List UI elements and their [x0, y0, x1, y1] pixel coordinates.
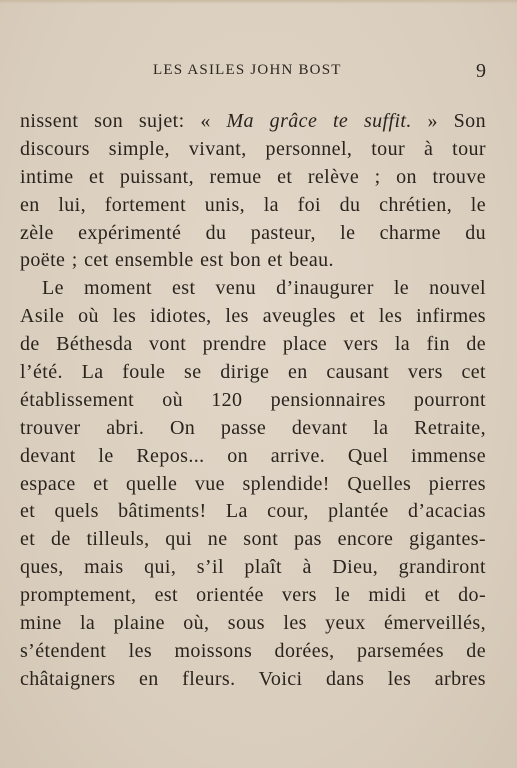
- text-line-10: l’été. La foule se dirige en causant vers cet: [20, 361, 486, 384]
- text-line-17: ques, mais qui, s’il plaît à Dieu, grandiront: [20, 556, 486, 579]
- text-line-20: s’étendent les moissons dorées, parsemées de: [20, 639, 486, 662]
- text-line-8: Asile où les idiotes, les aveugles et les infirmes: [20, 305, 486, 328]
- text-line-6: poëte ; cet ensemble est bon et beau.: [20, 249, 334, 272]
- text-line-21: châtaigners en fleurs. Voici dans les arbres: [20, 667, 486, 690]
- text-line-12: trouver abri. On passe devant la Retraite,: [20, 416, 486, 439]
- running-title: LES ASILES JOHN BOST: [153, 62, 342, 78]
- text-line-9: de Béthesda vont prendre place vers la fin de: [20, 333, 486, 356]
- text-line-19: mine la plaine où, sous les yeux émerveillés,: [20, 612, 486, 635]
- text-line-14: espace et quelle vue splendide! Quelles pierres: [20, 472, 486, 495]
- page-top-edge: [0, 0, 517, 4]
- text-line-18: promptement, est orientée vers le midi et do-: [20, 584, 486, 607]
- text-line-13: devant le Repos... on arrive. Quel immense: [20, 444, 486, 467]
- text-line-4: en lui, fortement unis, la foi du chrétien, le: [20, 193, 486, 216]
- text-line-11: établissement où 120 pensionnaires pourront: [20, 388, 486, 411]
- text-line-16: et de tilleuls, qui ne sont pas encore gigantes-: [20, 528, 486, 551]
- running-head: [0, 60, 517, 84]
- text-line-1: nissent son sujet: « Ma grâce te suffit. » Son: [20, 110, 486, 132]
- italic-quote: Ma grâce te suffit.: [226, 110, 412, 132]
- text-line-3: intime et puissant, remue et relève ; on trouve: [20, 165, 486, 188]
- text-line-7: Le moment est venu d’inaugurer le nouvel: [42, 277, 486, 300]
- body-text: [20, 108, 486, 694]
- text-line-15: et quels bâtiments! La cour, plantée d’acacias: [20, 500, 486, 523]
- text-line-5: zèle expérimenté du pasteur, le charme du: [20, 221, 486, 244]
- text-line-2: discours simple, vivant, personnel, tour à tour: [20, 137, 486, 160]
- page-number: 9: [476, 60, 486, 82]
